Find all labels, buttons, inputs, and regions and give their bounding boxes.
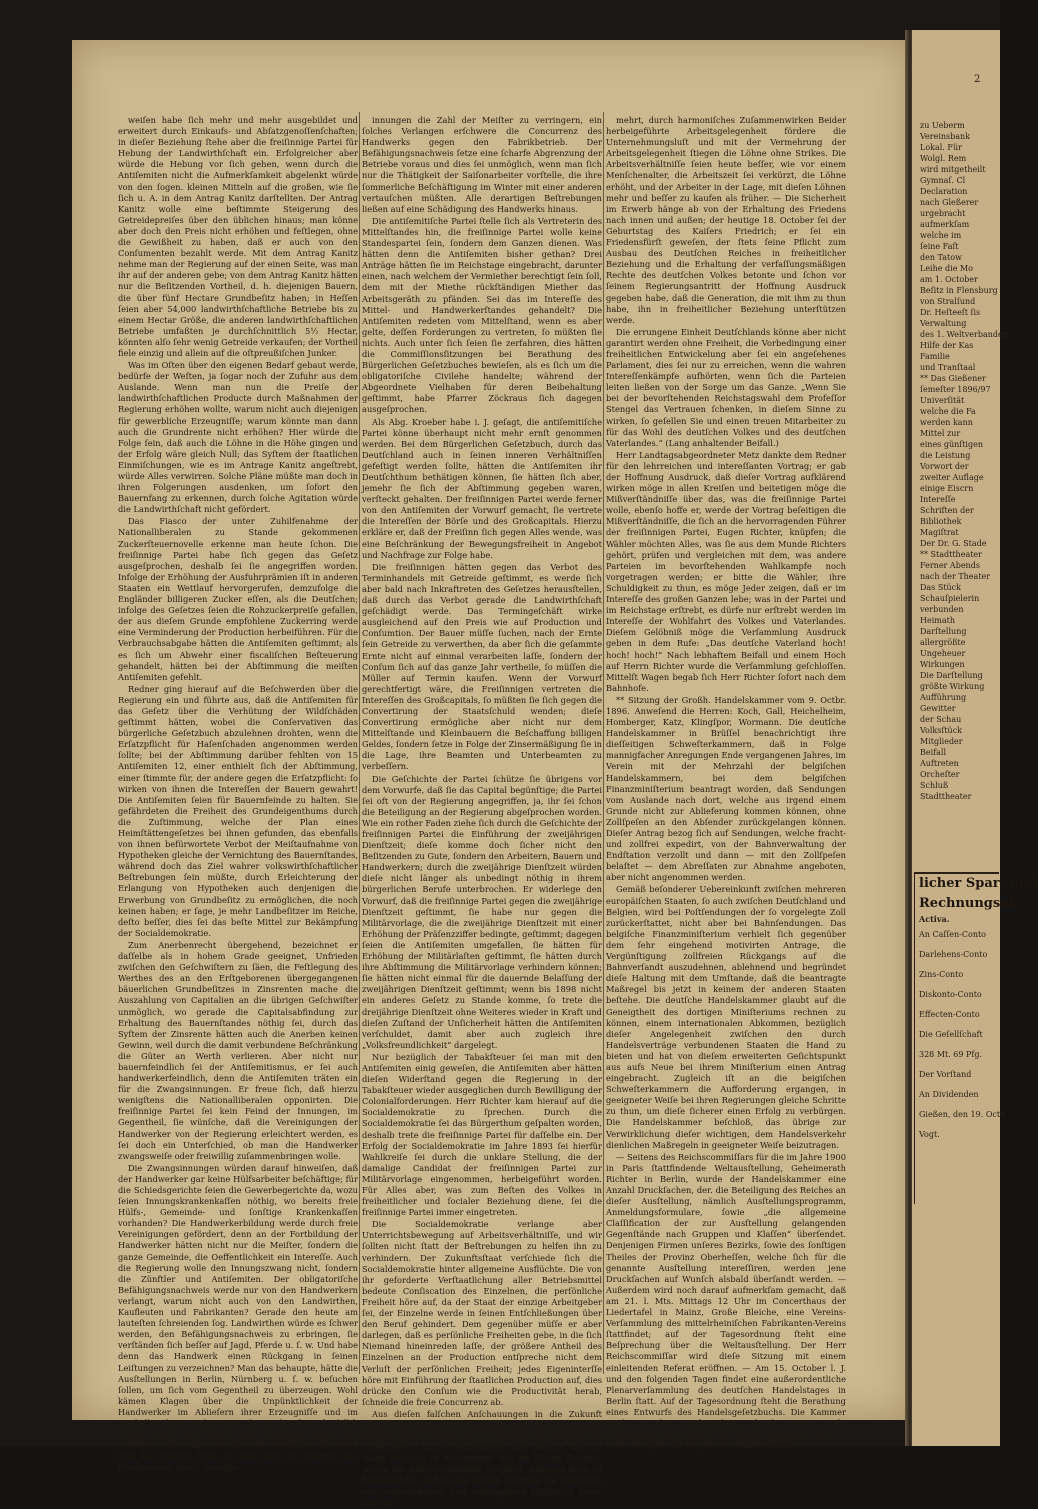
fragment-line: Mitglieder: [920, 737, 963, 746]
fragment-line: Beſitz in Flensburg: [920, 286, 998, 295]
notice-subtitle: Rechnungsab: [919, 896, 1018, 911]
fragment-line: des 1. Weltverbandes: [920, 330, 1007, 339]
fragment-line: Stadttheater: [920, 792, 972, 801]
notice-line: An Dividenden: [919, 1090, 979, 1099]
fragment-line: von Stralſund: [920, 297, 976, 306]
fragment-line: ** Stadttheater: [920, 550, 982, 559]
paragraph: Herr Landtagsabgeordneter Metz dankte dem Redner für den lehrreichen und intereſſanten Vortrag; er gab der Hoffnung Ausdruck, daß dieſer Vortrag aufklärend wirken möge in allen Kreiſen und beitetigen möge die Mißverſtändniſſe über das, was die freiſinnige Partei wolle, ebenſo hoffe er, werde der Vortrag beſeitigen die Mißverſtändniſſe, die ſich an die hervorragenden Führer der freiſinnigen Partei, Eugen Richter, knüpfen; die Wähler möchten Alles, was ſie aus dem Munde Richters gehört, prüfen und vergleichen mit dem, was andere Parteien im bevorſtehenden Wahlkampfe noch vorgetragen werden; er bitte die Wähler, ihre Schuldigkeit zu thun, es möge Jeder zeigen, daß er im Intereſſe des großen Ganzen lebe; was in der Partei und im Reichstage erſtrebt, es dürfe nur erſtrebt werden im Intereſſe der Wohlfahrt des Volkes und Vaterlandes. Dieſem Gelöbniß möge die Verſammlung Ausdruck geben in dem Rufe: „Das deutſche Vaterland hoch! hoch! hoch!“ Nach lebhaftem Beifall und einem Hoch auf Herrn Richter wurde die Verſammlung geſchloſſen. Mittelſt Wagen begab ſich Herr Richter ſofort nach dem Bahnhofe.: [606, 449, 846, 693]
notice-line: 328 Mt. 69 Pfg.: [919, 1050, 983, 1059]
paragraph: Die freiſinnigen hätten gegen das Verbot des Terminhandels mit Getreide geſtimmt, es werde ſich aber bald nach Inkraftreten des Geſetzes herausſtellen, daß durch das Verbot gerade die Landwirthſchaft geſchädigt werde. Das Termingeſchäft wirke ausgleichend auf den Preis wie auf Production und Conſumtion. Der Bauer müſſe ſuchen, nach der Ernte ſein Getreide zu verwerthen, da aber ſich die geſammte Ernte nicht auf einmal verarbeiten laſſe, ſondern der Conſum ſich auf das ganze Jahr vertheile, ſo müſſen die Müller auf Termin kaufen. Wenn der Vorwurf gerechtfertigt wäre, die Freiſinnigen vertreten die Intereſſen des Großcapitals, ſo müßten ſie ſich gegen die Convertirung der Staatsſchuld wenden; dieſe Convertirung ermögliche aber nicht nur dem Mittelſtande und Kleinbauern die Beſchaffung billigen Geldes, ſondern ſetze in Folge der Zinsermäßigung ſie in die Lage, ihre Beamten und Unterbeamten zu verbeſſern.: [362, 561, 602, 772]
paragraph: Die errungene Einheit Deutſchlands könne aber nicht garantirt werden ohne Freiheit, die Vorbedingung einer freiheitlichen Entwickelung aber ſei ein angeſehenes Parlament, dies ſei nur zu erreichen, wenn die wahren Intereſſenkämpfe aufhörten, wenn ſich die Parteien leiten ließen von der Sorge um das Ganze. „Wenn Sie bei der bevorſtehenden Reichstagswahl dem Profeſſor Stengel das Vertrauen ſchenken, in dieſem Sinne zu wirken, ſo geſellen Sie und einen treuen Mitarbeiter zu für das Wohl des deutſchen Volkes und des deutſchen Vaterlandes.“ (Lang anhaltender Beifall.): [606, 326, 846, 448]
paragraph: — Seitens des Reichscommiſſars für die im Jahre 1900 in Paris ſtattfindende Weltausſtellung, Geheimerath Richter in Berlin, wurde der Handelskammer eine Anzahl Druckſachen, der. die Beteiligung des Reiches an dieſer Ausſtellung, nämlich Ausſtellungsprogramm, Anmeldungsformulare, ſowie „die allgemeine Claſſification der zur Ausſtellung gelangenden Gegenſtände nach Gruppen und Klaſſen“ überſendet. Denjenigen Firmen unſeres Bezirks, ſowie des ſonſtigen Theiles der Provinz Oberheſſen, welche ſich für die genannte Ausſtellung intereſſiren, werden jene Druckſachen auf Wunſch alsbald überſandt werden. — Außerdem wird noch darauf aufmerkſam gemacht, daß am 21. l. Mts. Mittags 12 Uhr im Concerthaus der Liedertafel in Mainz, Große Bleiche, eine Vereins-Verſammlung des mittelrheiniſchen Fabrikanten-Vereins ſtattfindet; auf der Tagesordnung ſteht eine Beſprechung über die Weltausſtellung. Der Herr Reichscommiſſar wird dieſe Sitzung mit einem einleitenden Referat eröffnen. — Am 15. October l. J. und den folgenden Tagen findet eine außerordentliche Plenarverſammlung des deutſchen Handelstages in Berlin ſtatt. Auf der Tagesordnung ſteht die Berathung eines Entwurfs des Handelsgeſetzbuchs. Die Kammer wird in der Verſammlung durch Herrn Geh. Commerzienrath Michel in Mainz vertreten ſein. — Einer Eingabe der Bergiſchen Handelskammer: [606, 1151, 846, 1451]
fragment-line: nach Gleßerer: [920, 198, 979, 207]
fragment-line: Gymnaſ. Cl: [920, 176, 966, 185]
paragraph: weiſen habe ſich mehr und mehr ausgebildet und erweitert durch Einkaufs- und Abſatzgenoſſenſchaften; in dieſer Beziehung ſtehe aber die freiſinnige Partei für Hebung der Landwirthſchaft ein. Erfolgreicher aber würde die Hebung vor ſich gehen, wenn durch die Antiſemiten nicht die Aufmerkſamkeit abgelenkt würde von den ſogen. kleinen Mitteln auf die großen, wie ſie ſich u. A. in dem Antrag Kanitz darſtellten. Der Antrag Kanitz wolle eine beſtimmte Steigerung des Getreidepreiſes über den üblichen hinaus; man könne aber doch den Preis nicht erhöhen und feſtlegen, ohne die Gewißheit zu haben, daß er auch von den Conſumenten bezahlt werde. Mit dem Antrag Kanitz nehme man der Regierung auf der einen Seite, was man ihr auf der anderen gebe; von dem Antrag Kanitz hätten nur die Beſitzenden Vortheil, d. h. diejenigen Bauern, die über fünf Hectare Grundbeſitz haben; in Heſſen ſeien aber 54,000 landwirthſchaftliche Betriebe bis zu einem Hectar Größe, die anderen landwirthſchaftlichen Betriebe umfaßten je durchſchnittlich 5½ Hectar, könnten alſo ſehr wenig Getreide verkaufen; der Vortheil fiele einzig und allein auf die oſtpreußiſchen Junker.: [118, 115, 358, 358]
paragraph: Die Geſchichte der Partei ſchütze ſie übrigens vor dem Vorwurfe, daß ſie das Capital begünſtige; die Partei ſei oft von der Regierung angegriffen, ja, ihr ſei ſchon die Beteiligung an der Regierung abgeſprochen worden. Wie ein rother Faden ziehe ſich durch die Geſchichte der freiſinnigen Partei die Einführung der zweijährigen Dienſtzeit; dieſe komme doch ſicher nicht den Beſitzenden zu Gute, ſondern den Arbeitern, Bauern und Handwerkern; durch die zweijährige Dienſtzeit würden dieſe nicht länger als unbedingt nöthig in ihrem bürgerlichen Berufe unterbrochen. Er widerlege den Vorwurf, daß die freiſinnige Partei gegen die zweijährige Dienſtzeit geſtimmt, ſie habe nur gegen die Militärvorlage, die die zweijährige Dienſtzeit mit einer Erhöhung der Präſenzziffer bedingte, geſtimmt; dagegen ſeien die Antiſemiten umgefallen, ſie hätten für Erhöhung der Militärlaſten geſtimmt, ſie hätten durch ihre Abſtimmung die Militärvorlage verhindern können; ſie hätten nicht einmal für die dauernde Belaſſung der zweijährigen Dienſtzeit geſtimmt; wenn bis 1898 nicht ein anderes Geſetz zu Stande komme, ſo trete die dreijährige Dienſtzeit ohne Weiteres wieder in Kraft und dieſen Zuſtand der Unſicherheit hätten die Antiſemiten verſchuldet, damit aber auch zugleich ihre „Volksfreundlichkeit“ dargelegt.: [362, 773, 602, 1050]
paragraph: Die Socialdemokratie verlange aber Unterrichtsbewegung auf Arbeitsverhältniſſe, und wir ſollten nicht ſtatt der Beſtrebungen zu helfen ihn zu verhindern. Der Zukunftsſtaat verſchiede ſich die Socialdemokratie hinter allgemeine Ausflüchte. Die von ihr geforderte Verſtaatlichung aller Betriebsmittel bedeute Conſiscation des Einzelnen, die perſönliche Freiheit höre auf, da der Staat der einzige Arbeitgeber ſei, der Einzelne werde in ſeinen Entſchließungen über den Beruf gehindert. Dem gegenüber müſſe er aber darlegen, daß es perſönliche Freiheiten gebe, in die ſich Niemand hineinreden laſſe, der größere Antheil des Einzelnen an der Production entſpreche nicht dem Verluſt der perſönlichen Freiheit; jedes Eigeninterſſe höre mit Einführung der ſtaatlichen Production auf, dies drücke den Conſum wie die Productivität herab, ſchneide die freie Concurrenz ab.: [362, 1219, 602, 1407]
paragraph: Die antiſemitiſche Partei ſtelle ſich als Vertreterin des Mittelſtandes hin, die freiſinnige Partei wolle keine Standespartei ſein, ſondern dem Ganzen dienen. Was hätten denn die Antiſemiten bisher gethan? Drei Anträge hätten ſie im Reichstage eingebracht, darunter einen, nach welchem der Vermiether berechtigt ſein ſoll, dem mit der Miethe rückſtändigen Miether das Arbeitsgeräth zu pfänden. Sei das im Intereſſe des Mittel- und Handwerkerſtandes gehandelt? Die Antiſemiten redeten vom Mittelſtand, wenn es aber gelte, deſſen Forderungen zu vertreten, ſo müßten ſie nichts. Auch unter ſich ſeien ſie zerfahren, dies hätten die Commiſſionsſitzungen bei Berathung des Bürgerlichen Geſetzbuches bewieſen, als es ſich um die obligatoriſche Civilehe handelte; während der Abgeordnete Vielhaben für deren Beibehaltung geſtimmt, habe Pfarrer Zöckraus ſich dagegen ausgeſprochen.: [362, 215, 602, 415]
fragment-line: Univerſität: [920, 396, 965, 405]
fragment-line: Verwaltung: [920, 319, 967, 328]
fragment-line: Dr. Heſteeſt ſis: [920, 308, 981, 317]
notice-activa: Activa.: [919, 914, 950, 924]
fragment-line: werden kann: [920, 418, 973, 427]
notice-line: An Caſſen-Conto: [919, 930, 986, 939]
paragraph: Zum Anerbenrecht übergehend, bezeichnet er daſſelbe als in hohem Grade geeignet, Unfrieden zwiſchen den Geſchwiſtern zu ſäen, die Feſtlegung des Werthes des an den Erſtgeborenen übergegangenen bäuerlichen Grundbeſitzes in Zinsrenten mache die Auszahlung von Capitalien an die übrigen Geſchwiſter unmöglich, wo gerade die Capitalsabfindung zur Erhaltung des Bauernſtandes nöthig ſei, durch das Syſtem der Zinsrente hätten auch die Anerben keinen Gewinn, weil durch die damit verbundene Beſchränkung die Güter an Werth verlieren. Aber nicht nur bauernfeindlich ſei der Antiſemitismus, er ſei auch handwerkerfeindlich, denn die Antiſemiten träten ein für die Zwangsinnungen. Er freue ſich, daß hierzu wenigſtens die Nationalliberalen opponirten. Die freiſinnige Partei ſei kein Feind der Innungen, im Gegentheil, ſie wünſche, daß die Vereinigungen der Handwerker von der Regierung erleichtert werden, es ſei doch ein Unterſchied, ob man die Handwerker zwangsweiſe oder freiwillig zuſammenbringen wolle.: [118, 939, 358, 1161]
fragment-line: Wolgl. Rem: [920, 154, 967, 163]
fragment-line: wird mitgetheilt: [920, 165, 986, 174]
paragraph: Die Zwangsinnungen würden darauf hinweiſen, daß der Handwerker gar keine Hülfsarbeiter beſchäftige; für die Schiedsgerichte ſeien die Gewerbegerichte da, wozu ſeien Innungskrankenkaſſen nöthig, wo bereits freie Hülfs-, Gemeinde- und ſonſtige Krankenkaſſen vorhanden? Die Handwerkerbildung werde durch freie Vereinigungen gefördert, denn an der Fortbildung der Handwerker hätten nicht nur die Meiſter, ſondern die ganze Gemeinde, die Oeffentlichkeit ein Intereſſe. Auch die Regierung wolle den Innungszwang nicht, ſondern die Zünftler und Antiſemiten. Der obligatoriſche Befähigungsnachweis werde nur von den Handwerkern verlangt, warum nicht auch von den Landwirthen, Kaufleuten und Fabrikanten? Gerade den heute am lauteſten ſchreienden ſog. Landwirthen würde es ſchwer werden, den Befähigungsnachweis zu erbringen, ſie verſtänden ſich beſſer auf Jagd, Pferde u. ſ. w. Und habe denn das Handwerk einen Rückgang in ſeinen Leiſtungen zu verzeichnen? Man das behaupte, hätte die Ausſtellungen in Berlin, Nürnberg u. ſ. w. beſuchen ſollen, um ſich vom Gegentheil zu überzeugen. Wohl kämen Klagen über die Unpünktlichkeit der Handwerker im Ablieſern ihrer Erzeugniſſe und im Ausſtellen ihrer Rechnungen, daran aber ſeien ſie ſelbſt ſchuld, und wer frage vom Publikum nach den Innungen, man frage nur nach den Leiſtungen, das Werk ſolle den Meiſter loben. Es liege nicht im Intereſſe des Handwerkes, durch Zwangs-: [118, 1162, 358, 1473]
paragraph: innungen die Zahl der Meiſter zu verringern, ein ſolches Verlangen erſchwere die Concurrenz des Handwerks gegen den Fabrikbetrieb. Der Befähigungsnachweis ſetze eine ſcharfe Abgrenzung der Betriebe voraus und dies ſei unmöglich, wenn man ſich nur die Thätigkeit der Saiſonarbeiter vorſtelle, die ihre ſommerliche Beſchäftigung im Winter mit einer anderen vertauſchen müßten. Alle derartigen Beſtrebungen ließen auf eine Schädigung des Handwerks hinaus.: [362, 115, 602, 214]
fragment-line: Aufführung: [920, 693, 967, 702]
fragment-line: ſeine Faſt: [920, 242, 959, 251]
fragment-line: Bibliothek: [920, 517, 962, 526]
fragment-line: nach der Theater: [920, 572, 991, 581]
notice-lines: [915, 925, 1005, 1145]
fragment-line: einige Eiscrn: [920, 484, 974, 493]
fragment-line: Hilfe der Kas: [920, 341, 974, 350]
fragment-line: Beifall: [920, 748, 947, 757]
fragment-line: größte Wirkung: [920, 682, 985, 691]
adjacent-page-edge: [912, 30, 1038, 1446]
paragraph: Als Abg. Kroeber habe i. J. geſagt, die antiſemitiſche Partei könne überhaupt nicht mehr ernſt genommen werden. Bei dem Bürgerlichen Geſetzbuch, durch das Deutſchland auch in ſeinen inneren Verhältniſſen gefeſtigt werden ſollte, hätten die Antiſemiten ihr Deutſchthum bethätigen können, ſie hätten ſich aber, jemehr ſie ſich der Abſtimmung gegeben waren, verſteckt gehalten. Der freiſinnigen Partei werde ferner von den Antiſemiten der Vorwurf gemacht, ſie vertrete die Intereſſen der Börſe und des Großcapitals. Hierzu erkläre er, daß der Freiſinn ſich gegen Alles wende, was eine Beſchränkung der Bewegungsfreiheit in Angebot und Nachfrage zur Folge habe.: [362, 416, 602, 560]
fragment-line: den Tatow: [920, 253, 962, 262]
adjacent-page-text: [916, 120, 1007, 802]
fragment-line: die Leistung: [920, 451, 971, 460]
fragment-line: welche im: [920, 231, 962, 240]
fragment-line: Vereinsbank: [920, 132, 971, 141]
fragment-line: Lokal. Für: [920, 143, 962, 152]
fragment-line: Mittel zur: [920, 429, 961, 438]
fragment-line: Heimath: [920, 616, 955, 625]
fragment-line: Volksſtück: [920, 726, 963, 735]
fragment-line: und Tranſtaal: [920, 363, 976, 372]
paragraph: mehrt, durch harmoniſches Zuſammenwirken Beider herbeigeführte Arbeitsgelegenheit fördere die Unternehmungsluſt und mit der Vermehrung der Arbeitsgelegenheit ſtiegen die Löhne ohne Strikes. Die Arbeitsverhältniſſe ſeien heute beſſer, wie vor einem Menſchenalter, die Arbeitszeit ſei verkürzt, die Löhne erhöht, und der Arbeiter in der Lage, mit dieſen Löhnen mehr und beſſer zu kaufen als früher. — Die Sicherheit im Erwerb hänge ab von der Erhaltung des Friedens nach innen und außen; der heutige 18. October ſei der Geburtstag des Kaiſers Friedrich; er ſei ein Friedensfürſt geweſen, der ſtets ſeine Pflicht zum Ausbau des Deutſchen Reiches in freiheitlicher Beziehung und die Erhaltung der verfaſſungsmäßigen Rechte des deutſchen Volkes betonte und ſchon vor ſeinem Regierungsantritt der Hoffnung Ausdruck gegeben habe, daß die Generation, die mit ihm zu thun habe, ihn in freiheitlicher Beziehung unterſtützen werde.: [606, 115, 846, 325]
notice-line: Darlehens-Conto: [919, 950, 988, 959]
notice-line: Vogt.: [919, 1130, 940, 1139]
notice-line: Gießen, den 19. Octo: [919, 1110, 1005, 1119]
fragment-line: Schluß: [920, 781, 949, 790]
fragment-line: der Schau: [920, 715, 962, 724]
fragment-line: Darſtellung: [920, 627, 967, 636]
paragraph: Nur bezüglich der Tabakſteuer ſei man mit den Antiſemiten einig geweſen, die Antiſemiten aber hätten dieſen Widerſtand gegen die Regierung in der Tabakſteuer wieder ausgeglichen durch Bewilligung der Colonialforderungen. Herr Richter kam hierauf auf die Socialdemokratie zu ſprechen. Durch die Socialdemokratie ſei das Bürgerthum geſpalten worden, deshalb trete die freiſinnige Partei für daſſelbe ein. Der Erfolg der Socialdemokratie im Jahre 1893 ſei hierfür Wahlkreiſe ſei durch die unklare Stellung, die der damalige Candidat der freiſinnigen Partei zur Militärvorlage eingenommen, herbeigeführt worden. Für Alles aber, was zum Beſten des Volkes in freiheitlicher und ſocialer Beziehung diene, ſei die freiſinnige Partei immer eingetreten.: [362, 1051, 602, 1218]
fragment-line: welche die Fa: [920, 407, 976, 416]
fragment-line: am 1. October: [920, 275, 978, 284]
fragment-line: Das Stück: [920, 583, 962, 592]
article-column-1: [118, 115, 358, 1473]
fragment-line: Declaration: [920, 187, 968, 196]
fragment-line: Orcheſter: [920, 770, 960, 779]
notice-title: licher Spar- und: [919, 876, 1038, 891]
paragraph: Das Fiasco der unter Zuhilfenahme der Nationalliberalen zu Stande gekommenen Zuckerſteuernovelle erkenne man heute ſchon. Die freiſinnige Partei habe ſich gegen das Geſetz ausgeſprochen, deshalb ſei ſie angegriffen worden. Infolge der Erhöhung der Ausfuhrprämien iſt in anderen Staaten ein Wettlauf hervorgerufen, demzufolge die Engländer billigeren Zucker eſſen, als die Deutſchen; infolge des Geſetzes ſeien die Rohzuckerpreiſe gefallen, der aus dieſem Grunde empfohlene Zuckerring werde eine Verminderung der Production herbeiführen. Für die Verbrauchsabgabe hätten die Antiſemiten geſtimmt; als es ſich um Abwehr einer fiscaliſchen Beſteuerung gehandelt, hätten bei der Abſtimmung die meiſten Antiſemiten gefehlt.: [118, 516, 358, 682]
fragment-line: Leihe die Mo: [920, 264, 973, 273]
paragraph: Was im Oſten über den eigenen Bedarf gebaut werde, bedürfe der Weſten, ja ſogar noch der Zufuhr aus dem Auslande. Wenn man nun die Preiſe der landwirthſchaftlichen Producte durch Maßnahmen der Regierung erhöhen wollte, warum nicht auch diejenigen für gewerbliche Erzeugniſſe; warum könnte man dann auch die Grundrente nicht erhöhen? Hier würde die Folge ſein, daß auch die Löhne in die Höhe gingen und der Erfolg wäre gleich Null; das Syſtem der ſtaatlichen Einmiſchungen, wie es im Antrage Kanitz angeſtrebt, würde Alles verwirren. Solche Pläne müßte man doch in ihren Folgerungen ausdenken, um ſofort den Bauernfang zu erkennen, durch ſolche Agitation würde die Landwirthſchaft nicht gefördert.: [118, 360, 358, 515]
paragraph: Aus dieſen falſchen Anſchauungen in die Zukunft kämen die falſchen Anſchauungen über die Gegenwart. Redner ſtellte Vergleiche an zwiſchen den Sorgen von Arbeitgebern und Arbeitnehmern und betonte, daß, ſo lange Arbeiter in Arbeitgeber nur im Kriege ſtanden, werde das Arbeitsverhältniß vergiftet, während doch zu bedenken ſei, daß in den letzten Gründen die Intereſſen von Arbeitnehmern und Arbeitgebern ſolidariſch ſeien. Die ver-: [362, 1408, 602, 1508]
notice-line: Der Vorſtand: [919, 1070, 972, 1079]
notice-line: Zins-Conto: [919, 970, 964, 979]
fragment-line: ſemeſter 1896/97: [920, 385, 991, 394]
fragment-line: allergrößte: [920, 638, 966, 647]
fragment-line: Die Darſtellung: [920, 671, 983, 680]
fragment-line: Schauſpielerin: [920, 594, 980, 603]
fragment-line: Auftreten: [920, 759, 959, 768]
paragraph: Redner ging hierauf auf die Beſchwerden über die Regierung ein und führte aus, daß die Antiſemiten für das Geſetz über die Verhütung der Wildſchäden geſtimmt hätten, wobei die Conſervativen das bürgerliche Geſetzbuch abzulehnen drohten, wenn die Erſatzpflicht für Haſenſchaden angenommen werden ſollte; bei der Abſtimmung darüber fehlten von 15 Antiſemiten 12, einer enthielt ſich der Abſtimmung, einer ſtimmte für, der andere gegen die Erſatzpflicht: ſo wirken von ihnen die Intereſſen der Bauern gewahrt! Die Antiſemiten ſeien für Bauernfeinde zu halten. Sie gefährdeten die Freiheit des Grundeigenthums durch die Zuſtimmung, welche der Plan eines Heimſtättengeſetzes bei ihnen gefunden, das ebenfalls von ihnen befürwortete Verbot der Meiſtaufnahme von Hypotheken gleiche der Vernichtung des Bauernſtandes, während doch das Ziel wahrer volkswirthſchaftlicher Beſtrebungen ſein müßte, durch Erleichterung der Erlangung von Hypotheken auch denjenigen die Erwerbung von Grundbeſitz zu ermöglichen, die noch keinen haben; er ſage, je mehr Landbeſitzer im Reiche, deſto beſſer, dies ſei das beſte Mittel zur Bekämpfung der Socialdemokratie.: [118, 683, 358, 938]
fragment-line: aufmerkſam: [920, 220, 970, 229]
fragment-line: eines günſtigen: [920, 440, 983, 449]
page-number: 2: [974, 74, 981, 85]
fragment-line: ** Das Gießener: [920, 374, 986, 383]
notice-line: Die Geſellſchaft: [919, 1030, 983, 1039]
savings-bank-notice: [914, 872, 1038, 1204]
fragment-line: Intereſſe: [920, 495, 956, 504]
column-rule: [359, 112, 360, 1374]
column-rule: [603, 112, 604, 1374]
fragment-line: Magiſtrat: [920, 528, 959, 537]
notice-line: Diskonto-Conto: [919, 990, 982, 999]
fragment-line: verbunden: [920, 605, 964, 614]
article-column-2: [362, 115, 602, 1508]
fragment-line: zu Ueberm: [920, 121, 965, 130]
fragment-line: Familie: [920, 352, 950, 361]
chamber-session-report: ** Sitzung der Großh. Handelskammer vom 9. Octbr. 1896. Anweſend die Herren: Koch, Gall, Heichelheim, Homberger, Katz, Klingſpor, Wormann. Die deutſche Handelskammer in Brüſſel benachrichtigt ihre dieſſeitigen Schweſterkammern, daß in Folge mannigfacher Anregungen Ende vergangenen Jahres, im Verein mit der Mehrzahl der belgiſchen Handelskammern, bei dem belgiſchen Finanzminiſterium beantragt worden, daß Sendungen vom Auslande nach dort, welche aus irgend einem Grunde nicht zur Ablieferung kommen können, ohne Zollſpeſen an den Abſender zurückgelangen können. Dieſer Antrag bezog ſich auf Sendungen, welche fracht- und zollfrei expedirt, von der Bahnverwaltung der Endſtation verzollt und dann — mit den Zollſpeſen belaſtet — dem Abreſſaten zur Abnahme angeboten, aber nicht angenommen werden.: [606, 694, 846, 883]
paragraph: Gemäß beſonderer Uebereinkunft zwiſchen mehreren europäiſchen Staaten, ſo auch zwiſchen Deutſchland und Belgien, wird bei Poſtſendungen der ſo vorgelegte Zoll zurückerſtattet, nicht aber bei Bahnſendungen. Das belgiſche Finanzminiſterium verhielt ſich gegenüber dem ſehr eingehend motivirten Antrage, die Vergünſtigung zollfreien Rückgangs auf die Bahnverſandt auszudehnen, ablehnend und begründet dieſe Haltung mit dem Umſtande, daß die beantragte Maßregel bis jetzt in keinem der anderen Staaten beſtehe. Die deutſche Handelskammer glaubt auf die Geneigtheit des dortigen Miniſteriums rechnen zu können, einem internationalen Abkommen, bezüglich dieſer Angelegenheit zwiſchen den durch Handelsverträge verbundenen Staaten die Hand zu bieten und hat von dieſem erweiterten Geſichtspunkt aus aufs Neue bei ihrem Miniſterium einen Antrag eingebracht. Zugleich iſt an die beigiſchen Schweſterkammern die Aufforderung ergangen, in geeigneter Weiſe bei ihren Regierungen gleiche Schritte zu thun, um dieſe ſicherer einen Erfolg zu verbürgen. Die Handelskammer beſchloß, das übrige zur Verwirklichung dieſer wichtigen, dem Handelsverkehr dienlichen Maßregeln in geeigneter Weiſe beizutragen.: [606, 884, 846, 1150]
fragment-line: Vorwort der: [920, 462, 969, 471]
fragment-line: Ungeheuer: [920, 649, 966, 658]
fragment-line: Wirkungen: [920, 660, 965, 669]
fragment-line: Schriften der: [920, 506, 974, 515]
notice-line: Effecten-Conto: [919, 1010, 980, 1019]
fragment-line: Der Dr. G. Stade: [920, 539, 987, 548]
fragment-line: Ferner Abends: [920, 561, 980, 570]
fragment-line: Gewitter: [920, 704, 956, 713]
fragment-line: urgebracht: [920, 209, 966, 218]
article-column-3: [606, 115, 846, 1451]
fragment-line: zweiter Auflage: [920, 473, 984, 482]
